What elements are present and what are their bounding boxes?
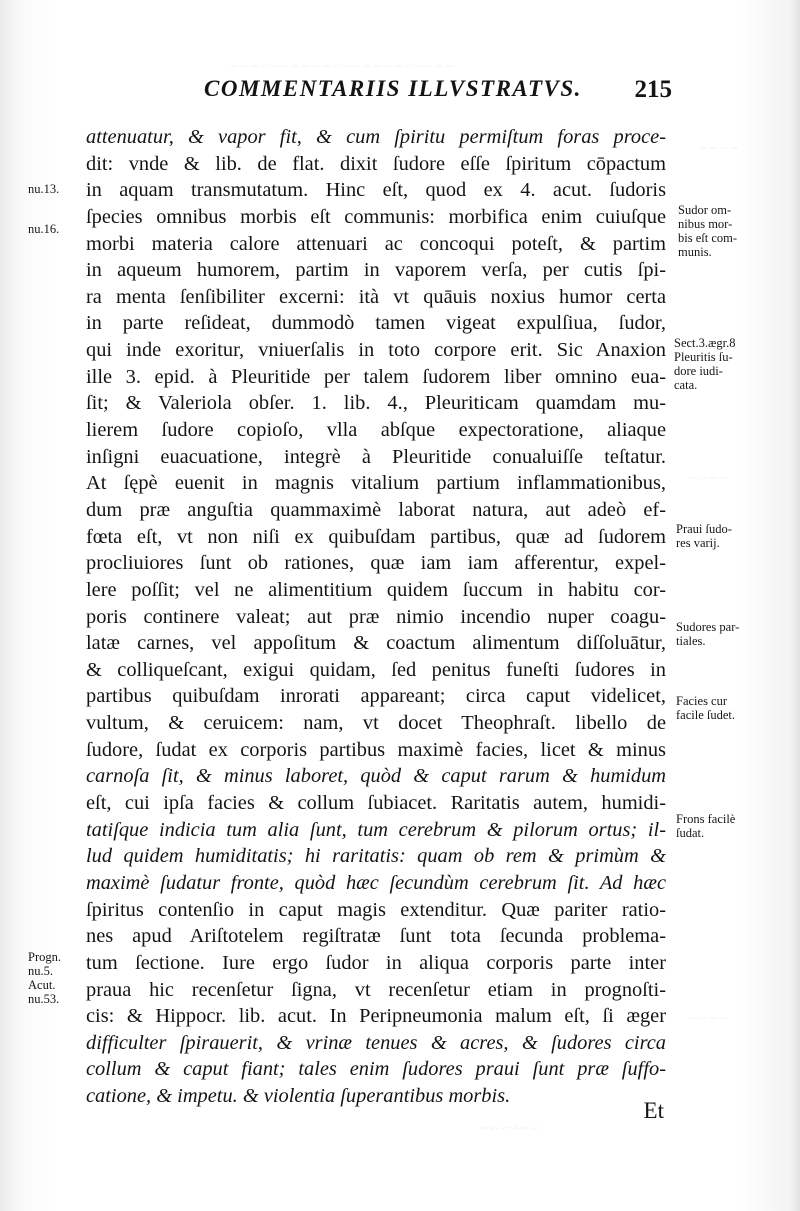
text-line: collum & caput fiant; tales enim ſudores praui ſunt præ ſuffo- (86, 1058, 666, 1081)
page-header (204, 76, 672, 106)
text-line: cis: & Hippocr. lib. acut. In Peripneumonia malum eſt, ſi æger (86, 1005, 666, 1028)
margin-note: Frons facilè ſudat. (676, 812, 736, 840)
text-line: poris continere valeat; aut præ nimio incendio nuper coagu- (86, 605, 666, 628)
text-line: vultum, & ceruicem: nam, vt docet Theophraſt. libello de (86, 712, 666, 735)
text-line: fœta eſt, vt non niſi ex quibuſdam partibus, quæ ad ſudorem (86, 525, 666, 548)
text-line: attenuatur, & vapor fit, & cum ſpiritu permiſtum foras proce- (86, 126, 666, 148)
page-number: 215 (634, 76, 672, 103)
text-line: tum ſectione. Iure ergo ſudor in aliqua corporis parte inter (86, 951, 666, 974)
text-line: dit: vnde & lib. de flat. dixit ſudore eſſe ſpiritum cōpactum (86, 152, 666, 175)
show-through-texture: ~ ~ ~ ~ (690, 1010, 728, 1025)
text-line: partibus quibuſdam inrorati appareant; circa caput videlicet, (86, 685, 666, 708)
margin-note: Praui ſudo- res varij. (676, 522, 732, 550)
margin-note: Sudor om- nibus mor- bis eſt com- munis. (678, 203, 738, 259)
text-line: difficulter ſpirauerit, & vrinæ tenues & acres, & ſudores circa (86, 1031, 666, 1054)
show-through-texture: ~ ~ ~ ~ (690, 470, 728, 485)
text-line: eſt, cui ipſa facies & collum ſubiacet. Raritatis autem, humidi- (86, 792, 666, 815)
text-line: ra menta ſenſibiliter excerni: ità vt quāuis noxius humor certa (86, 285, 666, 308)
margin-note: Progn. nu.5. Acut. nu.53. (28, 950, 61, 1006)
left-margin-notes (0, 0, 86, 1211)
text-line: lere poſſit; vel ne alimentitium quidem ſuccum in habitu cor- (86, 578, 666, 601)
show-through-texture: ~ ~ ~ ~ ~ ~ ~ ~ ~ ~ ~ ~ ~ ~ ~ ~ ~ ~ ~ ~ ~ ~ (230, 58, 453, 73)
text-line: ſudore, ſudat ex corporis partibus maximè facies, licet & minus (86, 738, 666, 761)
main-text (86, 124, 666, 1110)
text-line: nes apud Ariſtotelem regiſtratæ ſunt tota ſecunda problema- (86, 925, 666, 948)
margin-note: Sect.3.ægr.8 Pleuritis ſu- dore iudi- cata. (674, 336, 736, 392)
text-line: & colliqueſcant, exigui quidam, ſed penitus funeſti ſudores in (86, 658, 666, 681)
text-line: praua hic recenſetur ſigna, vt recenſetur etiam in prognoſti- (86, 978, 666, 1001)
text-line: procliuiores ſunt ob rationes, quæ iam iam afferentur, expel- (86, 552, 666, 575)
text-line: latæ carnes, vel appoſitum & coactum alimentum diſſoluātur, (86, 632, 666, 655)
text-line: At ſępè euenit in magnis vitalium partium inflammationibus, (86, 472, 666, 495)
running-head: COMMENTARIIS ILLVSTRATVS. (204, 76, 582, 101)
show-through-texture: ~ ~ ~ ~ ~ ~ (480, 1120, 539, 1135)
text-line: tatiſque indicia tum alia ſunt, tum cerebrum & pilorum ortus; il- (86, 818, 666, 841)
text-line: in parte reſideat, dummodò tamen vigeat expulſiua, ſudor, (86, 312, 666, 335)
text-line: inſigni euacuatione, integrè à Pleuritide conualuiſſe teſtatur. (86, 445, 666, 468)
text-line: in aqueum humorem, partim in vaporem verſa, per cutis ſpi- (86, 259, 666, 282)
text-line: qui inde exoritur, vniuerſalis in toto corpore erit. Sic Anaxion (86, 339, 666, 362)
text-line: ille 3. epid. à Pleuritide per talem ſudorem liber omnino eua- (86, 365, 666, 388)
margin-note: Sudores par- tiales. (676, 620, 740, 648)
text-line: carnoſa ſit, & minus laboret, quòd & caput rarum & humidum (86, 765, 666, 788)
text-line: lud quidem humiditatis; hi raritatis: quam ob rem & primùm & (86, 845, 666, 868)
text-line: ſpiritus contenſio in caput magis extenditur. Quæ pariter ratio- (86, 898, 666, 921)
text-line: in aquam transmutatum. Hinc eſt, quod ex 4. acut. ſudoris (86, 179, 666, 202)
text-line: morbi materia calore attenuari ac concoqui poteſt, & partim (86, 232, 666, 255)
text-line: dum præ anguſtia quammaximè laborat natura, aut adeò ef- (86, 498, 666, 521)
text-line: catione, & impetu. & violentia ſuperantibus morbis. (86, 1085, 511, 1108)
text-line: ſpecies omnibus morbis eſt communis: morbifica enim cuiuſque (86, 205, 666, 228)
right-margin-notes (674, 0, 800, 1211)
text-line: lierem ſudore copioſo, vlla abſque expectoratione, aliaque (86, 419, 666, 442)
margin-note: nu.16. (28, 222, 60, 236)
margin-note: Facies cur facile ſudet. (676, 694, 735, 722)
text-line: ſit; & Valeriola obſer. 1. lib. 4., Pleuriticam quamdam mu- (86, 392, 666, 415)
text-line: maximè ſudatur fronte, quòd hæc ſecundùm cerebrum ſit. Ad hæc (86, 871, 666, 894)
show-through-texture: ~ ~ ~ ~ (700, 140, 738, 155)
catchword: Et (643, 1098, 664, 1123)
margin-note: nu.13. (28, 182, 60, 196)
